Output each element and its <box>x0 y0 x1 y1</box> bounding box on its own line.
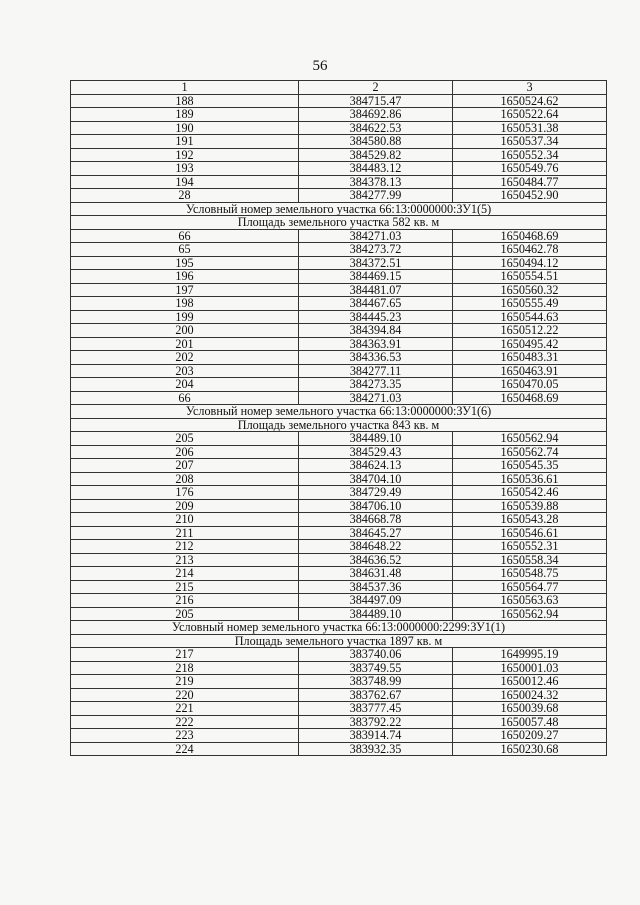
x-coordinate-cell: 384273.35 <box>299 378 453 392</box>
y-coordinate-cell: 1650552.34 <box>453 148 607 162</box>
table-row <box>71 432 607 446</box>
table-row <box>71 108 607 122</box>
y-coordinate-cell: 1650484.77 <box>453 175 607 189</box>
x-coordinate-cell: 384497.09 <box>299 594 453 608</box>
table-row <box>71 688 607 702</box>
x-coordinate-cell: 383914.74 <box>299 729 453 743</box>
y-coordinate-cell: 1650024.32 <box>453 688 607 702</box>
section-header-row <box>71 634 607 648</box>
table-row <box>71 364 607 378</box>
point-number-cell: 212 <box>71 540 299 554</box>
table-row <box>71 243 607 257</box>
point-number-cell: 203 <box>71 364 299 378</box>
section-header-text: Условный номер земельного участка 66:13:0000000:ЗУ1(5) <box>71 202 607 216</box>
section-header-row <box>71 621 607 635</box>
y-coordinate-cell: 1650483.31 <box>453 351 607 365</box>
x-coordinate-cell: 384445.23 <box>299 310 453 324</box>
table-row <box>71 148 607 162</box>
point-number-cell: 66 <box>71 229 299 243</box>
y-coordinate-cell: 1650536.61 <box>453 472 607 486</box>
table-row <box>71 94 607 108</box>
point-number-cell: 219 <box>71 675 299 689</box>
x-coordinate-cell: 384624.13 <box>299 459 453 473</box>
section-header-row <box>71 216 607 230</box>
table-row <box>71 297 607 311</box>
y-coordinate-cell: 1650230.68 <box>453 742 607 756</box>
y-coordinate-cell: 1650548.75 <box>453 567 607 581</box>
point-number-cell: 192 <box>71 148 299 162</box>
table-row <box>71 594 607 608</box>
point-number-cell: 209 <box>71 499 299 513</box>
x-coordinate-cell: 384631.48 <box>299 567 453 581</box>
table-row <box>71 567 607 581</box>
y-coordinate-cell: 1650554.51 <box>453 270 607 284</box>
x-coordinate-cell: 384469.15 <box>299 270 453 284</box>
table-row <box>71 742 607 756</box>
table-row <box>71 472 607 486</box>
section-header-row <box>71 405 607 419</box>
header-cell-point: 1 <box>71 81 299 95</box>
x-coordinate-cell: 384467.65 <box>299 297 453 311</box>
point-number-cell: 214 <box>71 567 299 581</box>
y-coordinate-cell: 1650544.63 <box>453 310 607 324</box>
y-coordinate-cell: 1650522.64 <box>453 108 607 122</box>
table-row <box>71 351 607 365</box>
table-row <box>71 135 607 149</box>
x-coordinate-cell: 384529.43 <box>299 445 453 459</box>
y-coordinate-cell: 1650562.94 <box>453 607 607 621</box>
point-number-cell: 200 <box>71 324 299 338</box>
x-coordinate-cell: 384489.10 <box>299 607 453 621</box>
x-coordinate-cell: 384394.84 <box>299 324 453 338</box>
x-coordinate-cell: 384692.86 <box>299 108 453 122</box>
table-row <box>71 729 607 743</box>
point-number-cell: 189 <box>71 108 299 122</box>
x-coordinate-cell: 384481.07 <box>299 283 453 297</box>
section-header-text: Условный номер земельного участка 66:13:0000000:2299:ЗУ1(1) <box>71 621 607 635</box>
x-coordinate-cell: 383777.45 <box>299 702 453 716</box>
y-coordinate-cell: 1650543.28 <box>453 513 607 527</box>
x-coordinate-cell: 384529.82 <box>299 148 453 162</box>
y-coordinate-cell: 1650562.94 <box>453 432 607 446</box>
x-coordinate-cell: 384372.51 <box>299 256 453 270</box>
point-number-cell: 222 <box>71 715 299 729</box>
y-coordinate-cell: 1650209.27 <box>453 729 607 743</box>
y-coordinate-cell: 1650555.49 <box>453 297 607 311</box>
x-coordinate-cell: 383749.55 <box>299 661 453 675</box>
table-row <box>71 675 607 689</box>
x-coordinate-cell: 384271.03 <box>299 391 453 405</box>
coordinates-table <box>70 80 607 756</box>
point-number-cell: 201 <box>71 337 299 351</box>
point-number-cell: 194 <box>71 175 299 189</box>
x-coordinate-cell: 383748.99 <box>299 675 453 689</box>
x-coordinate-cell: 384704.10 <box>299 472 453 486</box>
x-coordinate-cell: 384277.11 <box>299 364 453 378</box>
x-coordinate-cell: 384273.72 <box>299 243 453 257</box>
table-row <box>71 378 607 392</box>
point-number-cell: 220 <box>71 688 299 702</box>
table-header-row <box>71 81 607 95</box>
point-number-cell: 215 <box>71 580 299 594</box>
y-coordinate-cell: 1650539.88 <box>453 499 607 513</box>
table-row <box>71 459 607 473</box>
y-coordinate-cell: 1650012.46 <box>453 675 607 689</box>
point-number-cell: 65 <box>71 243 299 257</box>
table-row <box>71 121 607 135</box>
table-row <box>71 189 607 203</box>
table-row <box>71 715 607 729</box>
point-number-cell: 193 <box>71 162 299 176</box>
table-row <box>71 256 607 270</box>
y-coordinate-cell: 1650537.34 <box>453 135 607 149</box>
x-coordinate-cell: 384715.47 <box>299 94 453 108</box>
y-coordinate-cell: 1650563.63 <box>453 594 607 608</box>
point-number-cell: 66 <box>71 391 299 405</box>
point-number-cell: 191 <box>71 135 299 149</box>
section-header-text: Площадь земельного участка 843 кв. м <box>71 418 607 432</box>
point-number-cell: 221 <box>71 702 299 716</box>
x-coordinate-cell: 383740.06 <box>299 648 453 662</box>
table-row <box>71 661 607 675</box>
point-number-cell: 197 <box>71 283 299 297</box>
point-number-cell: 204 <box>71 378 299 392</box>
header-cell-x: 2 <box>299 81 453 95</box>
table-row <box>71 310 607 324</box>
y-coordinate-cell: 1650531.38 <box>453 121 607 135</box>
y-coordinate-cell: 1650494.12 <box>453 256 607 270</box>
x-coordinate-cell: 384271.03 <box>299 229 453 243</box>
section-header-text: Условный номер земельного участка 66:13:0000000:ЗУ1(6) <box>71 405 607 419</box>
y-coordinate-cell: 1650470.05 <box>453 378 607 392</box>
y-coordinate-cell: 1650558.34 <box>453 553 607 567</box>
point-number-cell: 223 <box>71 729 299 743</box>
x-coordinate-cell: 384729.49 <box>299 486 453 500</box>
x-coordinate-cell: 383762.67 <box>299 688 453 702</box>
point-number-cell: 28 <box>71 189 299 203</box>
point-number-cell: 176 <box>71 486 299 500</box>
point-number-cell: 195 <box>71 256 299 270</box>
x-coordinate-cell: 384336.53 <box>299 351 453 365</box>
table-row <box>71 648 607 662</box>
table-row <box>71 553 607 567</box>
y-coordinate-cell: 1650468.69 <box>453 391 607 405</box>
x-coordinate-cell: 384580.88 <box>299 135 453 149</box>
point-number-cell: 216 <box>71 594 299 608</box>
point-number-cell: 196 <box>71 270 299 284</box>
table-row <box>71 702 607 716</box>
page-number: 56 <box>312 58 328 74</box>
x-coordinate-cell: 384648.22 <box>299 540 453 554</box>
table-row <box>71 486 607 500</box>
point-number-cell: 208 <box>71 472 299 486</box>
y-coordinate-cell: 1650546.61 <box>453 526 607 540</box>
x-coordinate-cell: 384378.13 <box>299 175 453 189</box>
table-row <box>71 499 607 513</box>
y-coordinate-cell: 1650468.69 <box>453 229 607 243</box>
point-number-cell: 211 <box>71 526 299 540</box>
y-coordinate-cell: 1650545.35 <box>453 459 607 473</box>
point-number-cell: 205 <box>71 432 299 446</box>
point-number-cell: 224 <box>71 742 299 756</box>
point-number-cell: 206 <box>71 445 299 459</box>
y-coordinate-cell: 1650512.22 <box>453 324 607 338</box>
table-row <box>71 540 607 554</box>
x-coordinate-cell: 383792.22 <box>299 715 453 729</box>
y-coordinate-cell: 1650552.31 <box>453 540 607 554</box>
y-coordinate-cell: 1650462.78 <box>453 243 607 257</box>
table-row <box>71 175 607 189</box>
x-coordinate-cell: 384537.36 <box>299 580 453 594</box>
x-coordinate-cell: 384483.12 <box>299 162 453 176</box>
y-coordinate-cell: 1650001.03 <box>453 661 607 675</box>
point-number-cell: 198 <box>71 297 299 311</box>
y-coordinate-cell: 1650549.76 <box>453 162 607 176</box>
y-coordinate-cell: 1650463.91 <box>453 364 607 378</box>
table-row <box>71 162 607 176</box>
x-coordinate-cell: 384636.52 <box>299 553 453 567</box>
point-number-cell: 205 <box>71 607 299 621</box>
x-coordinate-cell: 384277.99 <box>299 189 453 203</box>
table-row <box>71 324 607 338</box>
y-coordinate-cell: 1650524.62 <box>453 94 607 108</box>
x-coordinate-cell: 384706.10 <box>299 499 453 513</box>
y-coordinate-cell: 1650057.48 <box>453 715 607 729</box>
table-row <box>71 445 607 459</box>
y-coordinate-cell: 1650560.32 <box>453 283 607 297</box>
table-row <box>71 270 607 284</box>
point-number-cell: 190 <box>71 121 299 135</box>
section-header-row <box>71 418 607 432</box>
header-cell-y: 3 <box>453 81 607 95</box>
table-row <box>71 580 607 594</box>
table-row <box>71 337 607 351</box>
point-number-cell: 218 <box>71 661 299 675</box>
point-number-cell: 199 <box>71 310 299 324</box>
y-coordinate-cell: 1650542.46 <box>453 486 607 500</box>
point-number-cell: 213 <box>71 553 299 567</box>
table-row <box>71 526 607 540</box>
table-row <box>71 283 607 297</box>
x-coordinate-cell: 384622.53 <box>299 121 453 135</box>
y-coordinate-cell: 1650039.68 <box>453 702 607 716</box>
y-coordinate-cell: 1649995.19 <box>453 648 607 662</box>
point-number-cell: 188 <box>71 94 299 108</box>
x-coordinate-cell: 384489.10 <box>299 432 453 446</box>
y-coordinate-cell: 1650564.77 <box>453 580 607 594</box>
y-coordinate-cell: 1650495.42 <box>453 337 607 351</box>
x-coordinate-cell: 383932.35 <box>299 742 453 756</box>
x-coordinate-cell: 384363.91 <box>299 337 453 351</box>
table-row <box>71 391 607 405</box>
section-header-text: Площадь земельного участка 582 кв. м <box>71 216 607 230</box>
y-coordinate-cell: 1650562.74 <box>453 445 607 459</box>
point-number-cell: 217 <box>71 648 299 662</box>
x-coordinate-cell: 384668.78 <box>299 513 453 527</box>
table-row <box>71 229 607 243</box>
x-coordinate-cell: 384645.27 <box>299 526 453 540</box>
y-coordinate-cell: 1650452.90 <box>453 189 607 203</box>
table-row <box>71 513 607 527</box>
point-number-cell: 207 <box>71 459 299 473</box>
point-number-cell: 202 <box>71 351 299 365</box>
point-number-cell: 210 <box>71 513 299 527</box>
section-header-row <box>71 202 607 216</box>
table-row <box>71 607 607 621</box>
section-header-text: Площадь земельного участка 1897 кв. м <box>71 634 607 648</box>
